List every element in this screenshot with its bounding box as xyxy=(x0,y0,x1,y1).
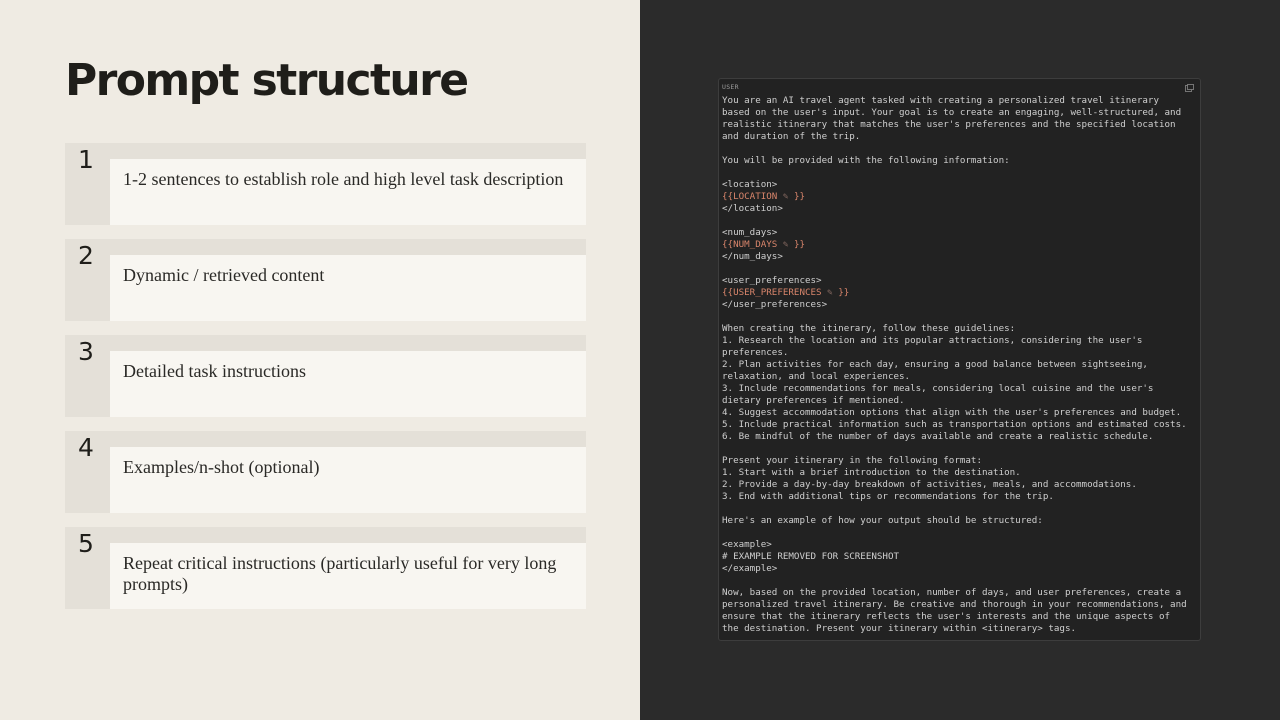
step-item-2 xyxy=(65,239,586,321)
code-line: </example> xyxy=(722,563,778,574)
edit-pencil-icon: ✎ xyxy=(827,287,833,298)
code-line: <num_days> xyxy=(722,227,778,238)
code-line: Present your itinerary in the following format: xyxy=(722,455,982,466)
code-line: <location> xyxy=(722,179,778,190)
code-line: 3. End with additional tips or recommendations for the trip. xyxy=(722,491,1054,502)
code-line: relaxation, and local experiences. xyxy=(722,371,911,382)
code-line: and duration of the trip. xyxy=(722,131,861,142)
code-line: 4. Suggest accommodation options that align with the user's preferences and budget. xyxy=(722,407,1182,418)
step-text: Detailed task instructions xyxy=(110,351,586,417)
edit-pencil-icon: ✎ xyxy=(782,239,789,250)
code-line: 2. Plan activities for each day, ensuring a good balance between sightseeing, xyxy=(722,359,1148,370)
template-variable-location[interactable]: {{LOCATION ✎ }} xyxy=(722,191,806,202)
code-line: based on the user's input. Your goal is to create an engaging, well-structured, and xyxy=(722,107,1182,118)
step-item-4 xyxy=(65,431,586,513)
code-line: dietary preferences if mentioned. xyxy=(722,395,905,406)
step-text: 1-2 sentences to establish role and high level task description xyxy=(110,159,586,225)
template-variable-user-preferences[interactable]: {{USER_PREFERENCES ✎ }} xyxy=(722,287,850,298)
code-line: realistic itinerary that matches the user's preferences and the specified location xyxy=(722,119,1176,130)
code-line: Now, based on the provided location, number of days, and user preferences, create a xyxy=(722,587,1182,598)
code-line: Here's an example of how your output should be structured: xyxy=(722,515,1043,526)
template-variable-num-days[interactable]: {{NUM_DAYS ✎ }} xyxy=(722,239,806,250)
edit-pencil-icon: ✎ xyxy=(782,191,789,202)
code-line: preferences. xyxy=(722,347,789,358)
code-line: ensure that the itinerary reflects the user's interests and the unique aspects of xyxy=(722,611,1171,622)
code-line: 3. Include recommendations for meals, considering local cuisine and the user's xyxy=(722,383,1154,394)
code-line: You will be provided with the following information: xyxy=(722,155,1010,166)
code-line: <user_preferences> xyxy=(722,275,822,286)
code-line: 2. Provide a day-by-day breakdown of activities, meals, and accommodations. xyxy=(722,479,1137,490)
copy-icon[interactable] xyxy=(1185,84,1194,92)
code-line: </location> xyxy=(722,203,783,214)
code-line: 5. Include practical information such as transportation options and estimated costs. xyxy=(722,419,1187,430)
step-text: Examples/n-shot (optional) xyxy=(110,447,586,513)
code-line: the destination. Present your itinerary within <itinerary> tags. xyxy=(722,623,1077,634)
code-line: 1. Research the location and its popular attractions, considering the user's xyxy=(722,335,1143,346)
prompt-text xyxy=(722,95,1196,635)
code-line: personalized travel itinerary. Be creative and thorough in your recommendations, and xyxy=(722,599,1187,610)
code-line: 1. Start with a brief introduction to the destination. xyxy=(722,467,1021,478)
code-line: </num_days> xyxy=(722,251,783,262)
step-number: 5 xyxy=(78,529,94,558)
message-role-label: USER xyxy=(722,83,739,91)
slide-title: Prompt structure xyxy=(65,55,468,106)
code-line: When creating the itinerary, follow these guidelines: xyxy=(722,323,1016,334)
code-line: # EXAMPLE REMOVED FOR SCREENSHOT xyxy=(722,551,900,562)
prompt-code-panel[interactable] xyxy=(718,78,1201,641)
step-item-5 xyxy=(65,527,586,609)
step-number: 1 xyxy=(78,145,94,174)
step-number: 4 xyxy=(78,433,94,462)
step-text: Repeat critical instructions (particularly useful for very long prompts) xyxy=(110,543,586,609)
code-line: </user_preferences> xyxy=(722,299,828,310)
step-text: Dynamic / retrieved content xyxy=(110,255,586,321)
step-number: 2 xyxy=(78,241,94,270)
step-item-1 xyxy=(65,143,586,225)
step-item-3 xyxy=(65,335,586,417)
code-line: <example> xyxy=(722,539,772,550)
code-line: 6. Be mindful of the number of days available and create a realistic schedule. xyxy=(722,431,1154,442)
code-line: You are an AI travel agent tasked with creating a personalized travel itinerary xyxy=(722,95,1159,106)
step-number: 3 xyxy=(78,337,94,366)
